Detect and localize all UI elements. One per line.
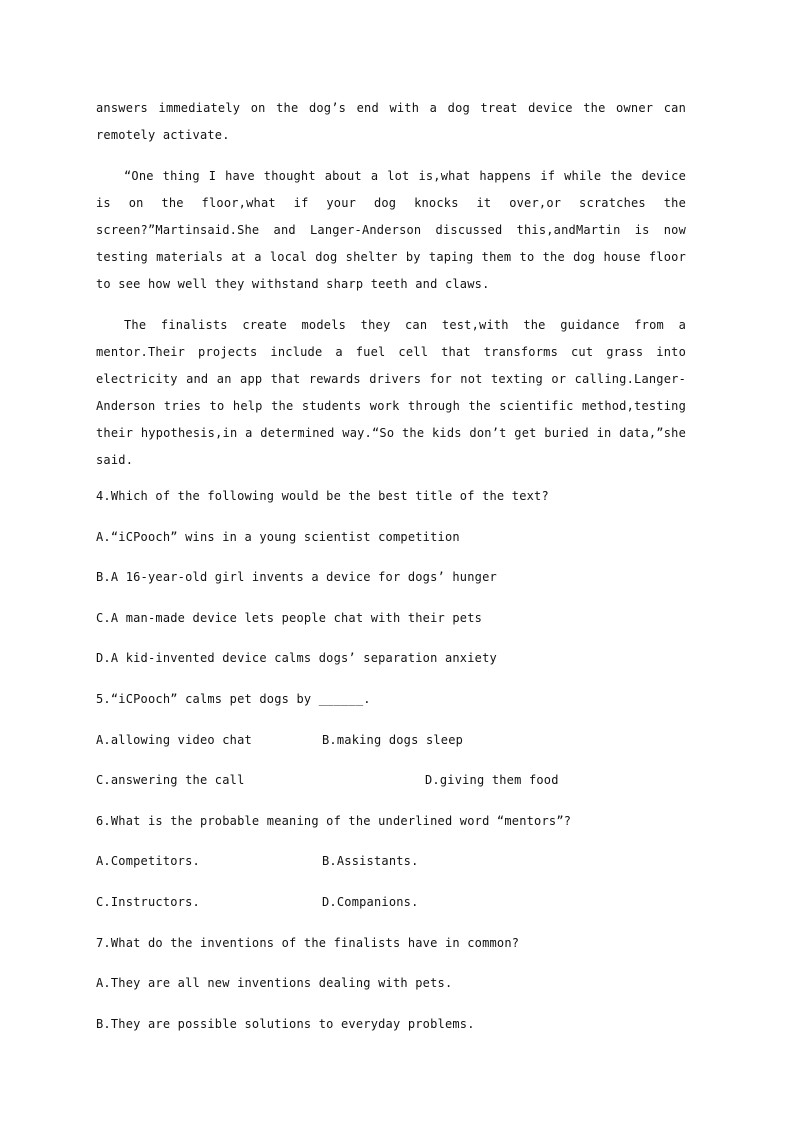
passage-paragraph-2: “One thing I have thought about a lot is,what happens if while the device is on the floor,what if your dog knocks it over,or scratches the screen?”Martinsaid.She and Langer-Anderson discussed this,andMartin is now testing materials at a local dog shelter by taping them to the dog house floor to see how well they withstand sharp teeth and claws. [96,169,686,291]
passage-paragraph-1: answers immediately on the dog’s end with a dog treat device the owner can remotely activate. [96,101,686,142]
question-4-option-b: B.A 16-year-old girl invents a device for dogs’ hunger [96,570,497,585]
document-body [96,95,686,1056]
question-5-option-c: C.answering the call [96,773,245,788]
question-5-option-b: B.making dogs sleep [322,732,464,747]
question-5-options-row-2 [96,772,686,813]
question-5 [96,691,686,813]
question-7-option-b: B.They are possible solutions to everyday problems. [96,1016,475,1031]
question-6-options-row-1 [96,853,686,894]
question-6 [96,813,686,935]
question-4-option-d: D.A kid-invented device calms dogs’ separation anxiety [96,651,497,666]
question-4 [96,488,686,691]
passage-paragraph-3: The finalists create models they can test,with the guidance from a mentor.Their projects include a fuel cell that transforms cut grass into electricity and an app that rewards drivers for not texting or calling.Langer-Anderson tries to help the students work through the scientific method,testing their hypothesis,in a determined way.“So the kids don’t get buried in data,”she said. [96,318,686,467]
question-5-stem: 5.“iCPooch” calms pet dogs by ______. [96,691,371,706]
question-7-option-a: A.They are all new inventions dealing with pets. [96,976,453,991]
question-6-option-c: C.Instructors. [96,894,200,909]
question-6-stem: 6.What is the probable meaning of the underlined word “mentors”? [96,813,572,828]
question-6-option-d: D.Companions. [322,894,419,909]
question-7 [96,935,686,1057]
question-6-option-b: B.Assistants. [322,854,419,869]
question-5-options-row-1 [96,732,686,773]
question-7-stem: 7.What do the inventions of the finalists have in common? [96,935,520,950]
question-6-option-a: A.Competitors. [96,854,200,869]
question-4-stem: 4.Which of the following would be the best title of the text? [96,489,549,503]
question-5-option-a: A.allowing video chat [96,732,252,747]
question-5-option-d: D.giving them food [425,773,559,788]
question-4-option-c: C.A man-made device lets people chat with their pets [96,610,483,625]
question-4-option-a: A.“iCPooch” wins in a young scientist competition [96,529,460,544]
question-6-options-row-2 [96,894,686,935]
